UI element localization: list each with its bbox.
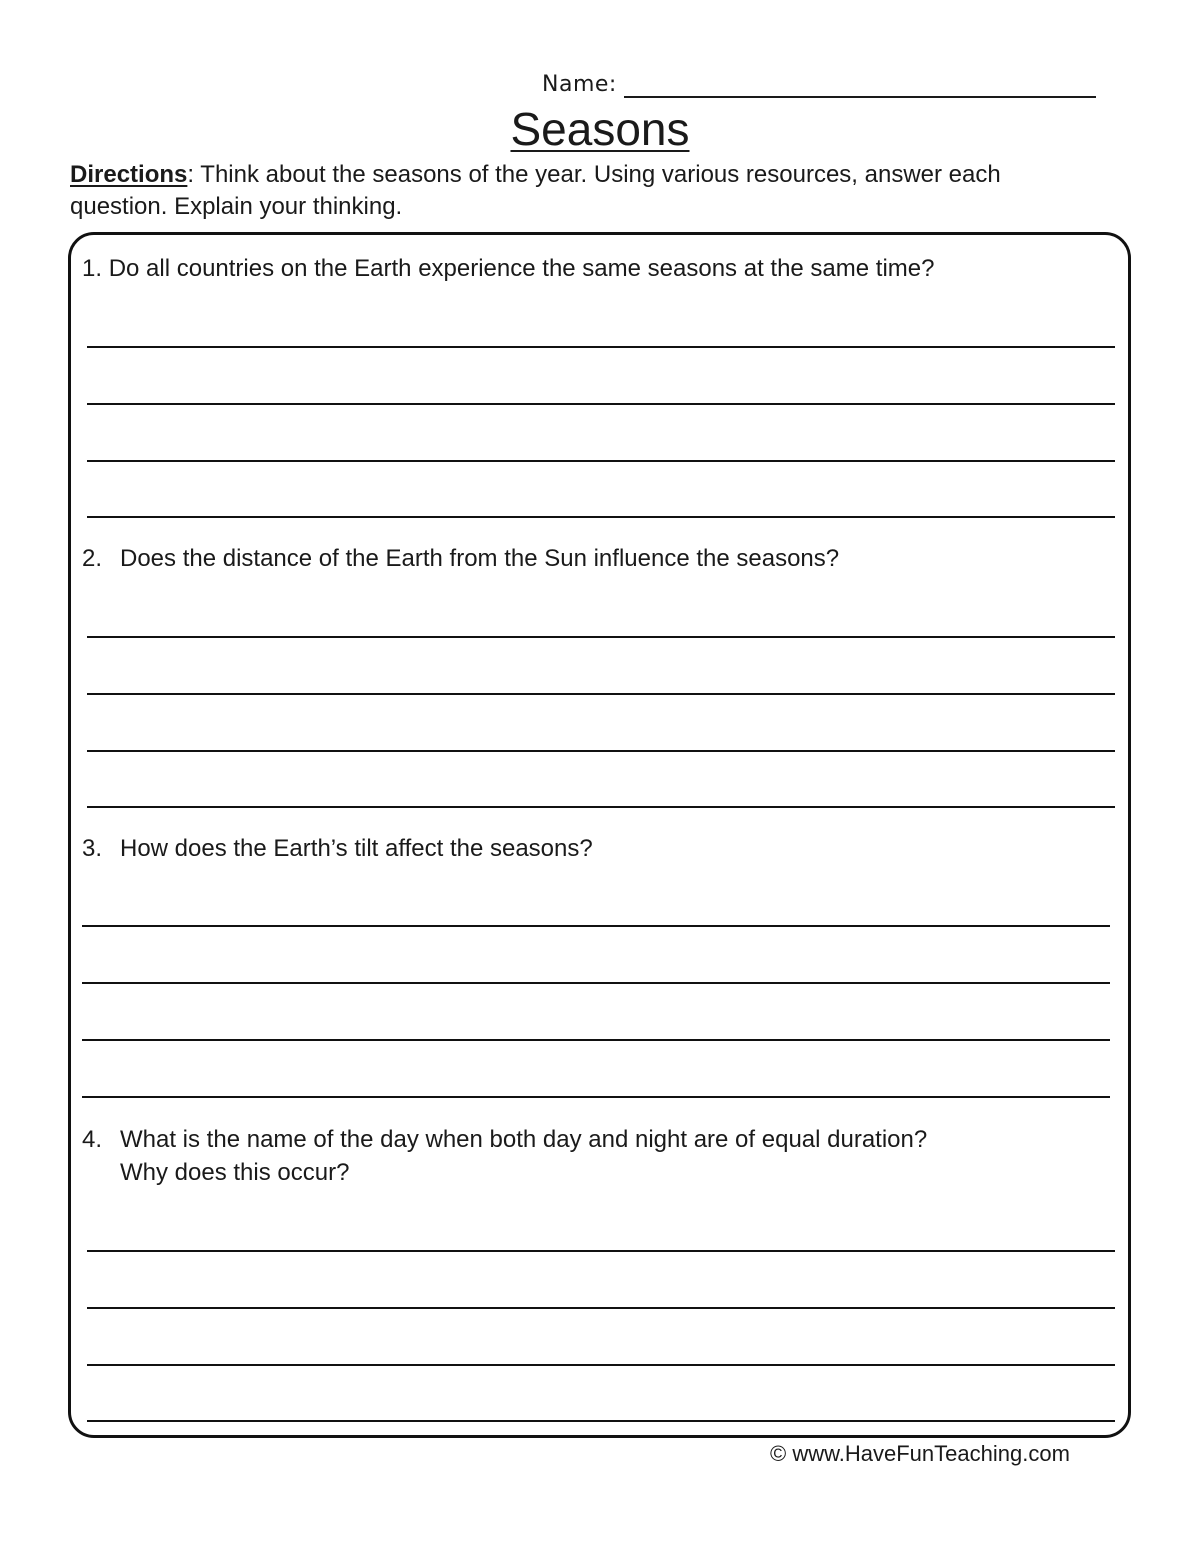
- question-number: 3.: [82, 835, 103, 862]
- question-number: 4.: [82, 1126, 103, 1153]
- question-3: [82, 832, 593, 865]
- answer-line[interactable]: [82, 982, 1110, 984]
- answer-line[interactable]: [87, 750, 1115, 752]
- directions-label: Directions: [70, 161, 188, 188]
- question-2: [82, 542, 839, 575]
- answer-line[interactable]: [87, 516, 1115, 518]
- name-blank-line[interactable]: [624, 96, 1096, 98]
- answer-line[interactable]: [87, 693, 1115, 695]
- name-label: Name:: [542, 72, 617, 97]
- question-text-line-2: Why does this occur?: [120, 1159, 350, 1186]
- name-field: [542, 70, 1102, 102]
- question-number: 1.: [82, 255, 103, 282]
- question-text: What is the name of the day when both day and night are of equal duration?: [120, 1126, 928, 1153]
- answer-line[interactable]: [87, 1307, 1115, 1309]
- question-1: [82, 252, 934, 285]
- answer-line[interactable]: [87, 403, 1115, 405]
- copyright-footer: © www.HaveFunTeaching.com: [770, 1441, 1070, 1466]
- question-text: How does the Earth’s tilt affect the seasons?: [120, 835, 593, 862]
- question-number: 2.: [82, 545, 103, 572]
- question-text: Does the distance of the Earth from the Sun influence the seasons?: [120, 545, 840, 572]
- answer-line[interactable]: [87, 346, 1115, 348]
- answer-line[interactable]: [87, 1364, 1115, 1366]
- answer-line[interactable]: [82, 1039, 1110, 1041]
- answer-line[interactable]: [87, 1250, 1115, 1252]
- answer-line[interactable]: [87, 806, 1115, 808]
- answer-line[interactable]: [87, 1420, 1115, 1422]
- answer-line[interactable]: [82, 925, 1110, 927]
- directions-text: : Think about the seasons of the year. Using various resources, answer each question. Explain your thinking.: [70, 161, 1001, 220]
- answer-line[interactable]: [87, 460, 1115, 462]
- question-text: Do all countries on the Earth experience the same seasons at the same time?: [108, 255, 935, 282]
- answer-line[interactable]: [82, 1096, 1110, 1098]
- directions: [70, 159, 1100, 223]
- answer-line[interactable]: [87, 636, 1115, 638]
- page-title: Seasons: [510, 103, 690, 155]
- question-4: [82, 1123, 927, 1189]
